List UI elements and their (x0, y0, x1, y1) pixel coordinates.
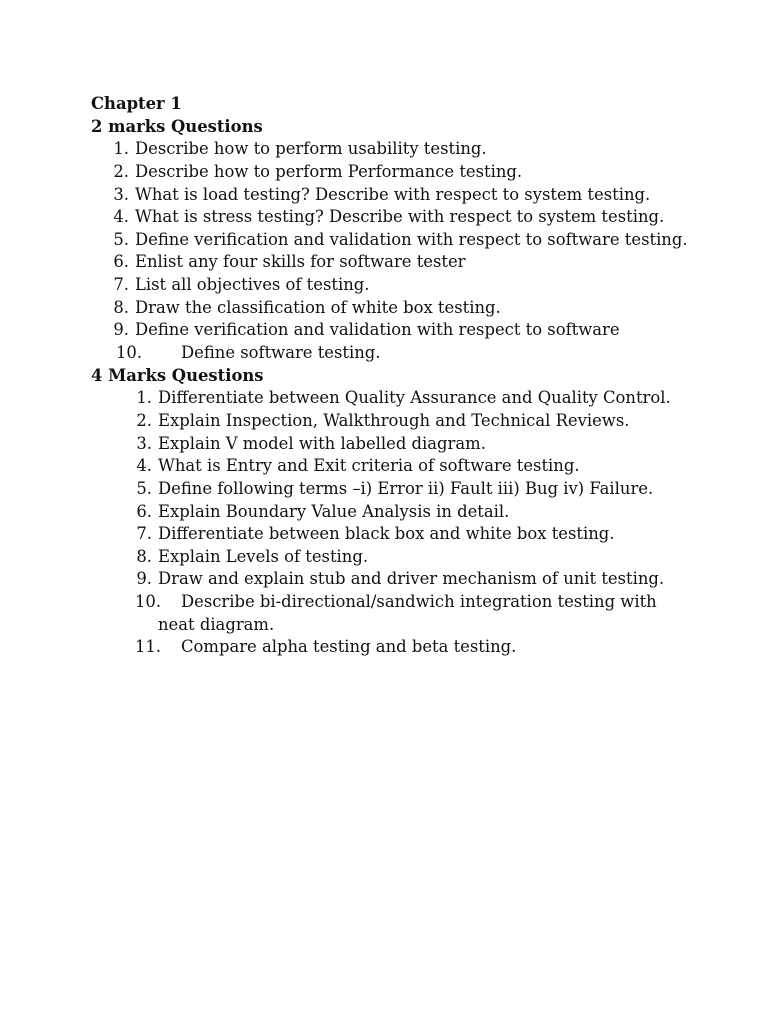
list-item-number: 2. (136, 410, 152, 430)
list-item-text: Draw the classification of white box testing. (135, 297, 501, 317)
list-item-text: Enlist any four skills for software tester (135, 252, 466, 272)
chapter-title: Chapter 1 (91, 94, 182, 113)
list-item-continuation (91, 614, 731, 637)
list-item-number: 1. (136, 388, 152, 408)
list-item-number: 4. (136, 456, 152, 476)
document-page (91, 93, 731, 659)
list-item (91, 297, 731, 320)
list-item-number: 7. (136, 524, 152, 544)
list-item-text: Define verification and validation with respect to software testing. (135, 229, 688, 249)
section-heading-4-marks: 4 Marks Questions (91, 365, 264, 385)
list-item-number: 5. (113, 229, 129, 249)
list-item-text: What is load testing? Describe with respect to system testing. (135, 184, 651, 204)
list-item (91, 387, 731, 410)
list-item (91, 591, 731, 614)
list-item (91, 410, 731, 433)
list-item-number: 5. (136, 478, 152, 498)
list-item (91, 546, 731, 569)
list-item-text: Explain Boundary Value Analysis in detail. (158, 501, 510, 521)
question-list-2-marks (91, 138, 731, 364)
list-item-number: 8. (113, 297, 129, 317)
list-item (91, 319, 731, 342)
list-item (91, 342, 731, 365)
list-item (91, 161, 731, 184)
list-item-number: 2. (113, 161, 129, 181)
list-item-number: 9. (113, 320, 129, 340)
question-list-4-marks (91, 387, 731, 659)
list-item-text: Define software testing. (181, 343, 381, 363)
list-item (91, 251, 731, 274)
list-item-text: Differentiate between black box and white box testing. (158, 524, 615, 544)
list-item (91, 184, 731, 207)
list-item-number: 7. (113, 275, 129, 295)
list-item-number: 9. (136, 569, 152, 589)
list-item-text: Define verification and validation with respect to software (135, 320, 620, 340)
list-item-number: 6. (136, 501, 152, 521)
list-item-text: Describe bi-directional/sandwich integration testing with (181, 592, 657, 612)
list-item-number: 6. (113, 252, 129, 272)
section-heading-2-marks: 2 marks Questions (91, 116, 263, 136)
list-item-text: Explain Inspection, Walkthrough and Technical Reviews. (158, 410, 630, 430)
list-item-text: Describe how to perform usability testing. (135, 139, 487, 159)
list-item (91, 229, 731, 252)
list-item-text: List all objectives of testing. (135, 275, 370, 295)
list-item-number: 11. (135, 637, 162, 657)
list-item (91, 455, 731, 478)
list-item-number: 4. (113, 207, 129, 227)
list-item-text: Define following terms –i) Error ii) Fault iii) Bug iv) Failure. (158, 478, 654, 498)
list-item-number: 3. (113, 184, 129, 204)
list-item (91, 568, 731, 591)
list-item-text: Differentiate between Quality Assurance and Quality Control. (158, 388, 671, 408)
list-item-continuation-text: neat diagram. (158, 614, 275, 634)
list-item-text: Explain Levels of testing. (158, 546, 369, 566)
list-item-text: Compare alpha testing and beta testing. (181, 637, 517, 657)
list-item-text: Describe how to perform Performance testing. (135, 161, 523, 181)
list-item (91, 206, 731, 229)
list-item (91, 523, 731, 546)
list-item (91, 138, 731, 161)
list-item (91, 274, 731, 297)
list-item-number: 10. (116, 343, 143, 363)
list-item-number: 10. (135, 592, 162, 612)
list-item-text: Explain V model with labelled diagram. (158, 433, 486, 453)
list-item-text: What is Entry and Exit criteria of software testing. (158, 456, 580, 476)
list-item-text: What is stress testing? Describe with respect to system testing. (135, 207, 665, 227)
list-item-number: 1. (113, 139, 129, 159)
list-item (91, 636, 731, 659)
list-item (91, 501, 731, 524)
list-item-text: Draw and explain stub and driver mechanism of unit testing. (158, 569, 665, 589)
list-item (91, 478, 731, 501)
list-item (91, 433, 731, 456)
list-item-number: 8. (136, 546, 152, 566)
list-item-number: 3. (136, 433, 152, 453)
